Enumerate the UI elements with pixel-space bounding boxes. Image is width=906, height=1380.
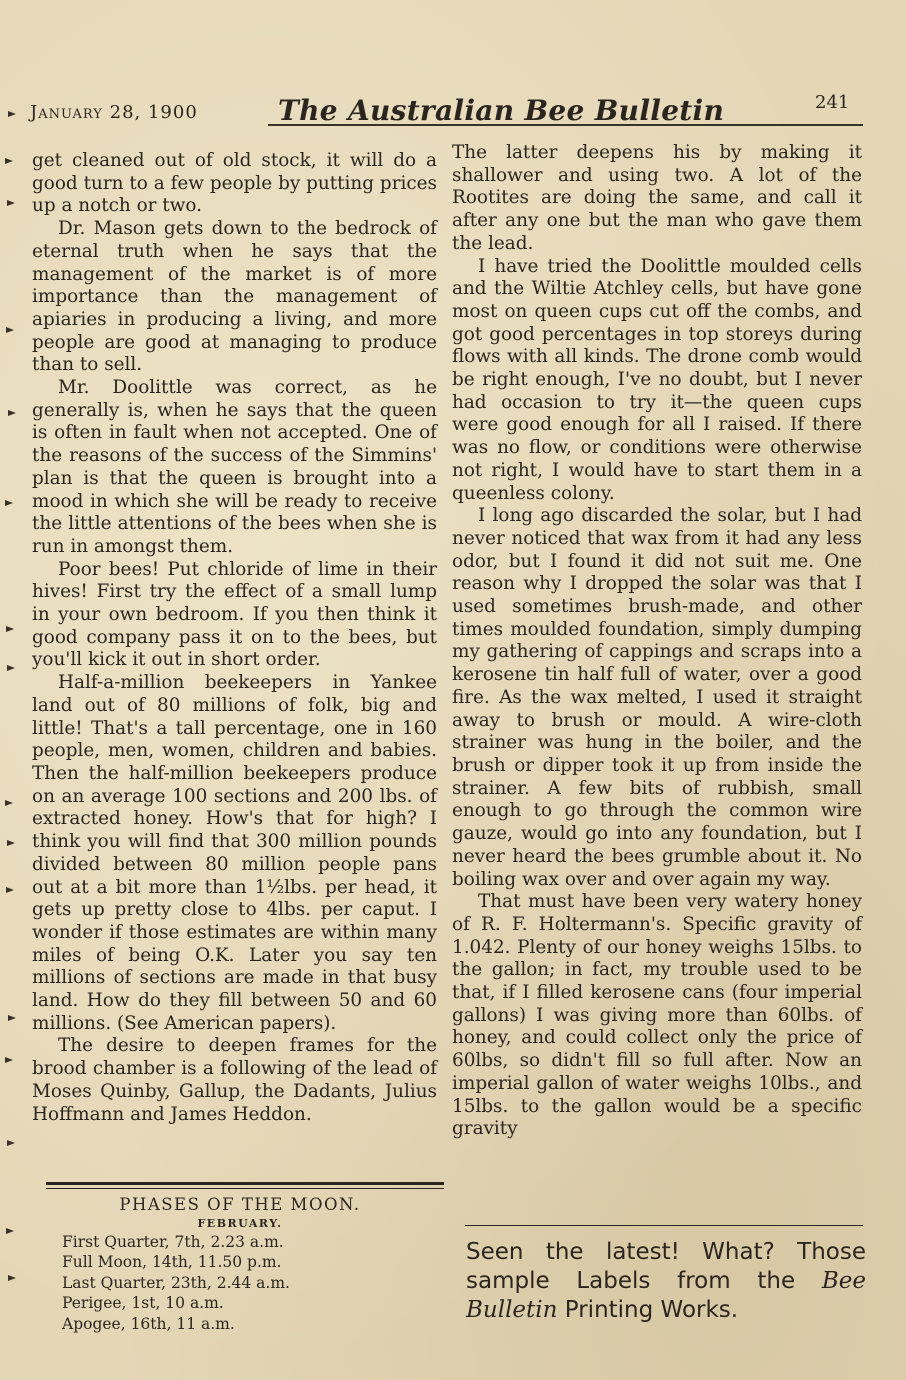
left-paragraph-4: Poor bees! Put chloride of lime in their hives! First try the effect of a small lump in your own bedroom. If you then think it good company pass it on to the bees, but you'll kick it out in short order. — [32, 558, 437, 671]
binding-mark — [8, 111, 18, 117]
left-column — [32, 150, 437, 1126]
header-rule — [268, 124, 863, 126]
moon-entry: Full Moon, 14th, 11.50 p.m. — [62, 1253, 282, 1271]
left-paragraph-5: Half-a-million beekeepers in Yankee land out of 80 millions of folk, big and little! That's a tall percentage, one in 160 people, men, women, children and babies. Then the half-million beekeepers produce on an average 100 sections and 200 lbs. of extracted honey. How's that for high? I think you will find that 300 million pounds divided between 80 million people pans out at a bit more than 1½lbs. per head, it gets up pretty close to 4lbs. per caput. I wonder if those estimates are within many miles of being O.K. Later you say ten millions of sections are made in that busy land. How do they fill between 50 and 60 millions. (See American papers). — [32, 672, 437, 1034]
issue-date: January 28, 1900 — [30, 102, 198, 123]
moon-phases-box — [62, 1195, 442, 1334]
binding-mark — [5, 800, 15, 806]
masthead-title: The Australian Bee Bulletin — [278, 94, 725, 127]
binding-mark — [8, 1015, 18, 1021]
page-number: 241 — [815, 92, 850, 113]
right-paragraph-2: I have tried the Doolittle moulded cells and the Wiltie Atchley cells, but have gone most on queen cups cut off the combs, and got good percentages in top storeys during flows with all kinds. The drone comb would be right enough, I've no doubt, but I never had occasion to try it—the queen cups were good enough for all I raised. If there was no flow, or conditions were otherwise not right, I would have to start them in a queenless colony. — [452, 255, 862, 504]
right-paragraph-3: I long ago discarded the solar, but I had never noticed that wax from it had any less odor, but I found it did not suit me. One reason why I dropped the solar was that I used sometimes brush-made, and other times moulded foundation, simply dumping my gathering of cappings and scraps into a kerosene tin half full of water, over a good fire. As the wax melted, I used it straight away to brush or mould. A wire-cloth strainer was hung in the boiler, and the brush or dipper took it up from inside the strainer. A few bits of rubbish, small enough to go through the common wire gauze, would go into any foundation, but I never heard the bees grumble about it. No boiling wax over and over again my way. — [452, 505, 862, 890]
moon-entry: First Quarter, 7th, 2.23 a.m. — [62, 1232, 284, 1251]
binding-mark — [7, 1140, 17, 1146]
left-paragraph-3: Mr. Doolittle was correct, as he generally is, when he says that the queen is often in fault when not accepted. One of the reasons of the success of the Simmins' plan is that the queen is brought into a mood in which she will be ready to receive the little attentions of the bees when she is run in amongst them. — [32, 377, 437, 557]
section-rule-thick — [46, 1182, 444, 1185]
binding-mark — [5, 500, 15, 506]
binding-mark — [7, 200, 17, 206]
moon-entry: Apogee, 16th, 11 a.m. — [62, 1314, 235, 1333]
left-paragraph-1: get cleaned out of old stock, it will do a good turn to a few people by putting prices up a notch or two. — [32, 150, 437, 217]
binding-mark — [8, 410, 18, 416]
right-column — [452, 142, 862, 1141]
left-paragraph-6: The desire to deepen frames for the brood chamber is a following of the lead of Moses Quinby, Gallup, the Dadants, Julius Hoffmann and James Heddon. — [32, 1035, 437, 1125]
binding-mark — [7, 840, 17, 846]
moon-phases-month: FEBRUARY. — [197, 1216, 283, 1230]
binding-mark — [6, 887, 16, 893]
section-rule-thin — [46, 1188, 444, 1189]
binding-mark — [6, 1228, 16, 1234]
advert-text-start: Seen the latest! What? Those sample Labels from the — [466, 1239, 866, 1294]
binding-mark — [6, 327, 16, 333]
binding-mark — [5, 158, 15, 164]
advert-text-end: Printing Works. — [557, 1297, 739, 1323]
moon-entry: Last Quarter, 23th, 2.44 a.m. — [62, 1273, 290, 1292]
moon-entry: Perigee, 1st, 10 a.m. — [62, 1294, 224, 1312]
moon-phases-title: PHASES OF THE MOON. — [119, 1195, 361, 1214]
right-paragraph-1: The latter deepens his by making it shallower and using two. A lot of the Rootites are doing the same, and call it after any one but the man who gave them the lead. — [452, 142, 862, 254]
advertisement — [466, 1238, 866, 1325]
binding-mark — [7, 665, 17, 671]
advert-text-italic: Bee Bulletin — [466, 1268, 866, 1323]
binding-mark — [8, 1275, 18, 1281]
advert-rule — [465, 1225, 863, 1226]
binding-mark — [5, 1057, 15, 1063]
right-paragraph-4: That must have been very watery honey of R. F. Holtermann's. Specific gravity of 1.042. Plenty of our honey weighs 15lbs. to the gallon; in fact, my trouble used to be that, if I filled kerosene cans (four imperial gallons) I was giving more than 60lbs. of honey, and could collect only the price of 60lbs, so didn't fill so full after. Now an imperial gallon of water weighs 10lbs., and 15lbs. to the gallon would be a specific gravity — [452, 891, 862, 1140]
binding-mark — [6, 626, 16, 632]
left-paragraph-2: Dr. Mason gets down to the bedrock of eternal truth when he says that the management of the market is of more importance than the management of apiaries in producing a living, and more people are good at managing to produce than to sell. — [32, 218, 437, 376]
